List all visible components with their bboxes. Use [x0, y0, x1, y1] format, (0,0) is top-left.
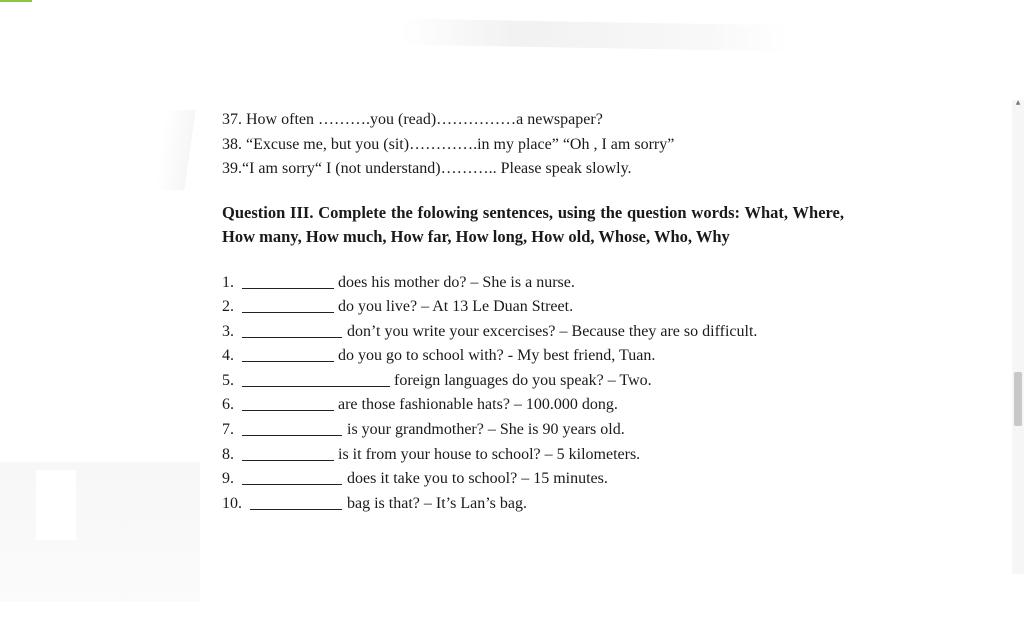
item-text: do you go to school with? - My best friend, Tuan.	[338, 347, 656, 365]
answer-blank	[242, 386, 390, 387]
answer-blank	[250, 509, 342, 510]
faded-bottom-notch	[36, 470, 76, 540]
question-3-list	[222, 271, 862, 517]
item-number: 7.	[222, 421, 234, 439]
item-number: 4.	[222, 347, 234, 365]
vertical-scrollbar[interactable]	[1012, 100, 1024, 574]
exercise-line-38: 38. “Excuse me, but you (sit)………….in my place” “Oh , I am sorry”	[222, 135, 675, 153]
list-item	[222, 344, 862, 369]
item-number: 6.	[222, 396, 234, 414]
answer-blank	[242, 410, 334, 411]
answer-blank	[242, 288, 334, 289]
item-number: 8.	[222, 445, 234, 463]
scrollbar-thumb[interactable]	[1014, 372, 1022, 426]
item-number: 5.	[222, 371, 234, 389]
list-item	[222, 320, 862, 345]
answer-blank	[242, 312, 334, 313]
item-number: 10.	[222, 494, 242, 512]
exercise-line-39: 39.“I am sorry“ I (not understand)……….. Please speak slowly.	[222, 160, 632, 177]
document-page	[222, 108, 862, 516]
item-text: does his mother do? – She is a nurse.	[338, 273, 575, 291]
item-text: do you live? – At 13 Le Duan Street.	[338, 298, 574, 316]
list-item	[222, 271, 862, 296]
item-text: foreign languages do you speak? – Two.	[394, 371, 652, 389]
scroll-up-arrow-icon[interactable]: ▲	[1015, 99, 1021, 106]
answer-blank	[242, 435, 342, 436]
faded-bottom-shadow	[0, 462, 200, 602]
item-text: is your grandmother? – She is 90 years old.	[347, 421, 625, 439]
item-number: 2.	[222, 298, 234, 316]
list-item	[222, 467, 862, 492]
list-item	[222, 369, 862, 394]
faded-header-shadow	[400, 19, 790, 52]
item-number: 1.	[222, 273, 234, 291]
faded-left-shadow	[154, 110, 195, 190]
list-item	[222, 418, 862, 443]
item-number: 9.	[222, 470, 234, 488]
list-item	[222, 295, 862, 320]
item-text: don’t you write your excercises? – Because they are so difficult.	[347, 322, 758, 340]
answer-blank	[242, 484, 342, 485]
item-text: bag is that? – It’s Lan’s bag.	[347, 494, 527, 512]
item-number: 3.	[222, 322, 234, 340]
question-3-heading: Question III. Complete the folowing sentences, using the question words: What, Where, How many, How much, How far, How long, How old, Whose, Who, Why	[222, 202, 844, 246]
answer-blank	[242, 337, 342, 338]
exercise-line-37: 37. How often ……….you (read)……………a newspaper?	[222, 111, 603, 128]
answer-blank	[242, 460, 334, 461]
item-text: does it take you to school? – 15 minutes.	[347, 470, 608, 488]
item-text: is it from your house to school? – 5 kilometers.	[338, 445, 641, 463]
item-text: are those fashionable hats? – 100.000 dong.	[338, 396, 618, 414]
list-item	[222, 443, 862, 468]
list-item	[222, 393, 862, 418]
answer-blank	[242, 361, 334, 362]
top-accent-bar	[0, 0, 32, 2]
list-item	[222, 492, 862, 517]
